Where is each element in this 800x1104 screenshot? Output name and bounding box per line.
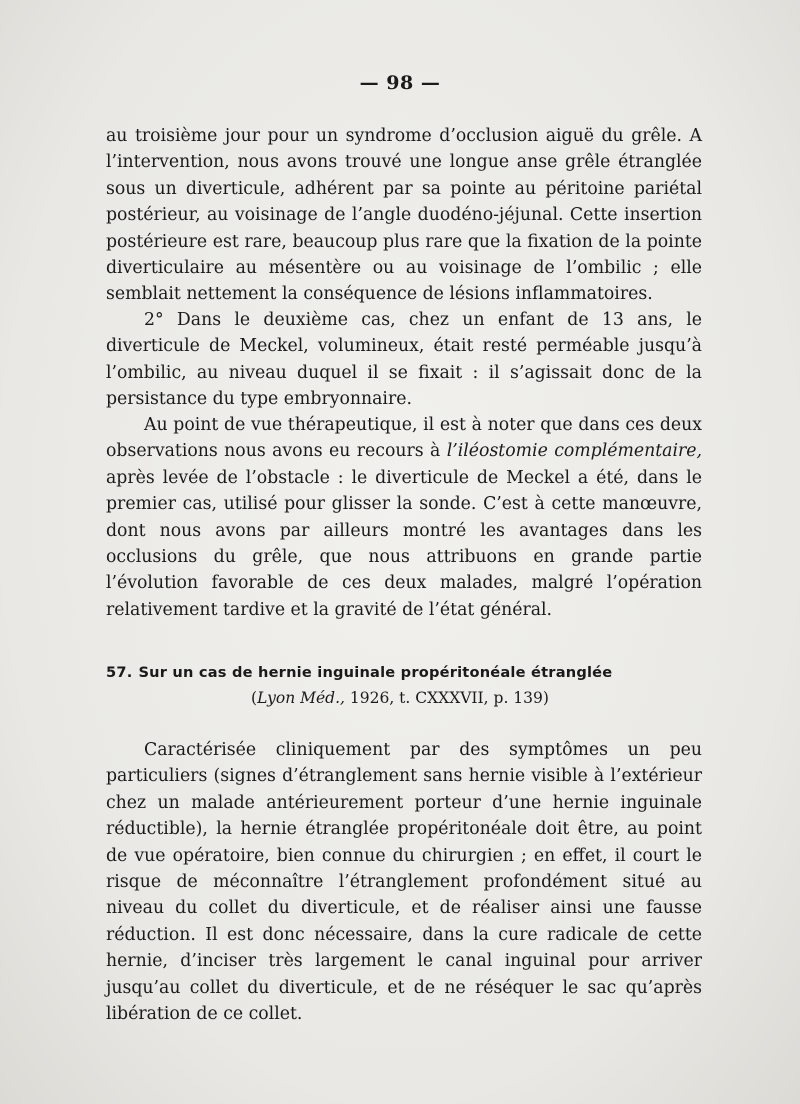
paragraph-text-start: Au point de vue thérapeutique, il est à noter que dans ces deux observations nous avons eu recours à: [106, 415, 702, 462]
citation-details: 1926, t. CXXXVII, p. 139): [344, 689, 549, 707]
citation-journal: Lyon Méd.,: [257, 689, 345, 707]
page-number: — 98 —: [359, 72, 441, 94]
section-number: 57.: [106, 664, 133, 681]
paragraph-text: 2° Dans le deuxième cas, chez un enfant de 13 ans, le diverticule de Meckel, volumineux, était resté perméable jusqu’à l’ombilic, au niveau duquel il se fixait : il s’agissait donc de la persistance du type embryonnaire.: [106, 310, 702, 410]
section-title: Sur un cas de hernie inguinale propéritonéale étranglée: [138, 664, 613, 681]
paragraph-occlusion-case-2: [106, 307, 702, 413]
paragraph-text: Caractérisée cliniquement par des symptômes un peu particuliers (signes d’étranglement sans hernie visible à l’extérieur chez un malade antérieurement porteur d’une hernie inguinale réductible), la hernie étranglée propéritonéale doit être, au point de vue opératoire, bien connue du chirurgien ; en effet, il court le risque de méconnaître l’étranglement profondément situé au niveau du collet du diverticule, et de réaliser ainsi une fausse réduction. Il est donc nécessaire, dans la cure radicale de cette hernie, d’inciser très largement le canal inguinal pour arriver jusqu’au collet du diverticule, et de ne réséquer le sac qu’après libération de ce collet.: [106, 740, 702, 1025]
emphasized-term: l’iléostomie complémentaire,: [446, 441, 702, 462]
section-citation: [0, 689, 800, 707]
paragraph-text: [106, 412, 702, 623]
paragraph-text-end: après levée de l’obstacle : le diverticule de Meckel a été, dans le premier cas, utilisé pour glisser la sonde. C’est à cette manœuvre, dont nous avons par ailleurs montré les avantages dans les occlusions du grêle, que nous attribuons en grande partie l’évolution favorable de ces deux malades, malgré l’opération relativement tardive et la gravité de l’état général.: [106, 467, 702, 620]
paragraph-text: au troisième jour pour un syndrome d’occlusion aiguë du grêle. A l’intervention, nous avons trouvé une longue anse grêle étranglée sous un diverticule, adhérent par sa pointe au péritoine pariétal postérieur, au voisinage de l’angle duodéno-jéjunal. Cette insertion postérieure est rare, beaucoup plus rare que la fixation de la pointe diverticulaire au mésentère ou au voisinage de l’ombilic ; elle semblait nettement la conséquence de lésions inflammatoires.: [106, 126, 702, 305]
section-heading: [106, 664, 706, 681]
paragraph-hernia-description: [106, 737, 702, 1027]
paragraph-occlusion-case-1: [106, 123, 702, 308]
paragraph-therapeutic-note: [106, 412, 702, 623]
citation-open: (: [251, 689, 258, 707]
